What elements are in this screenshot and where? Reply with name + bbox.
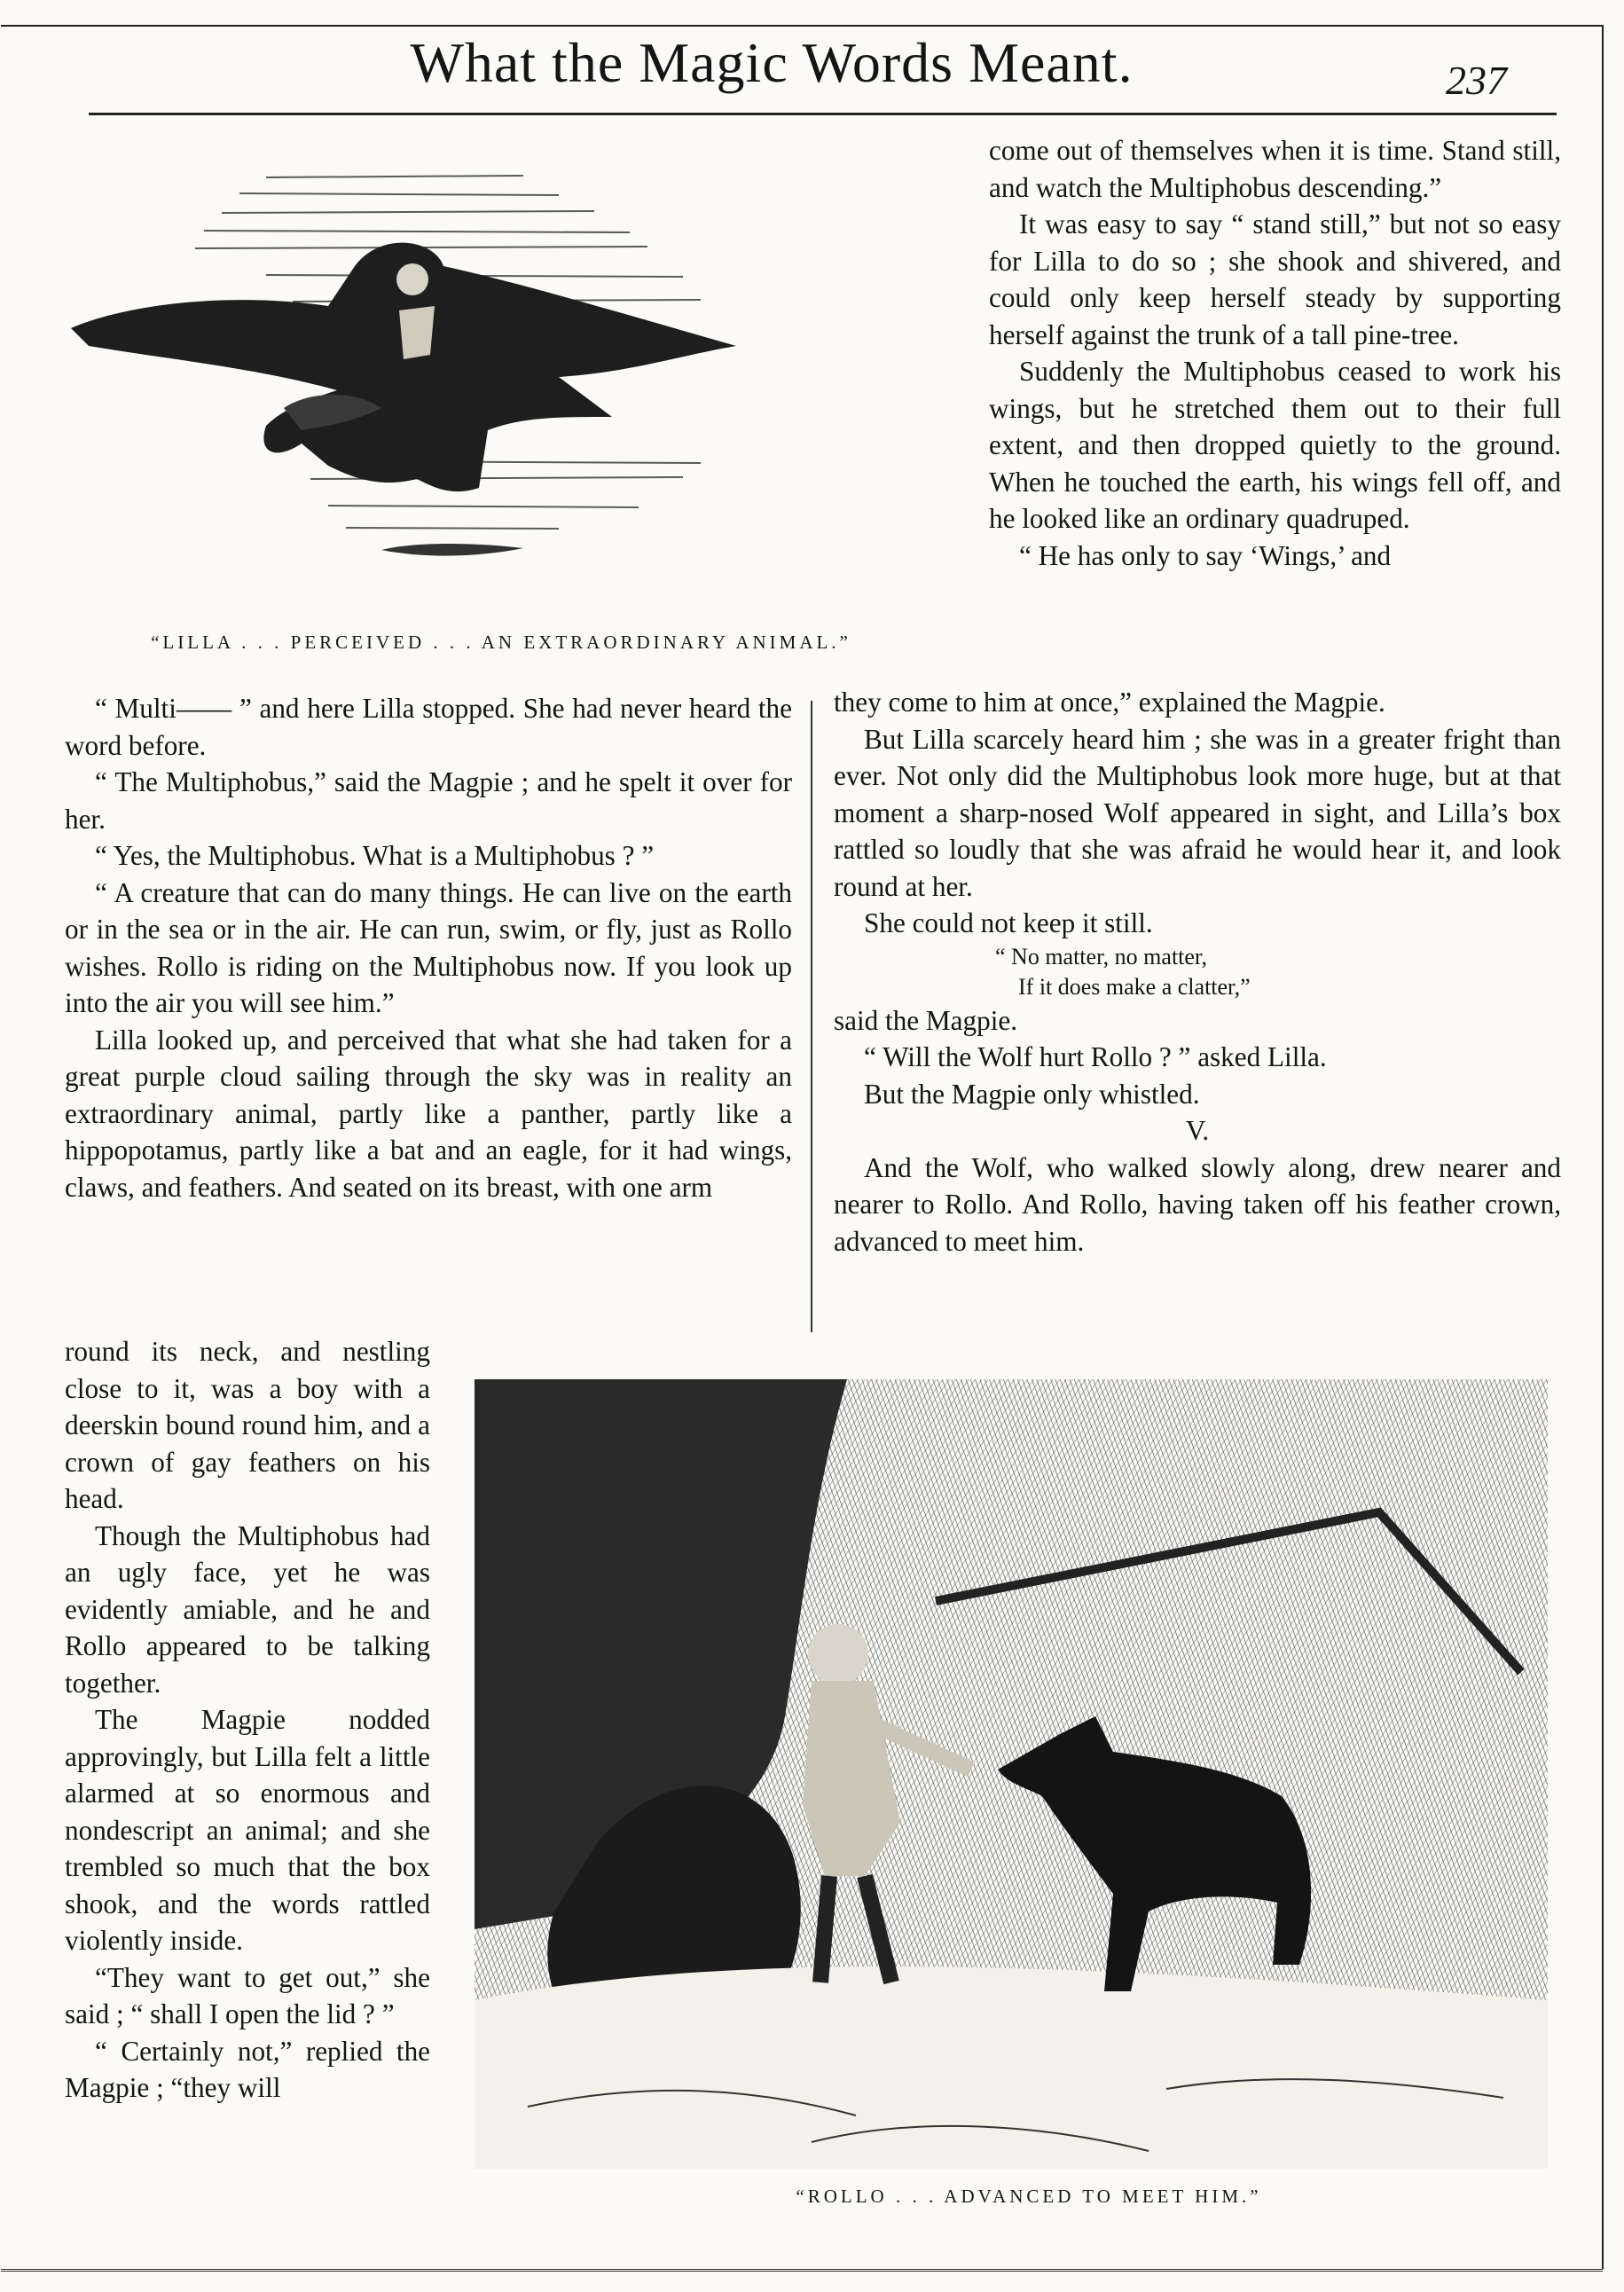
paragraph: they come to him at once,” explained the Magpie.: [834, 687, 1385, 718]
paragraph: But Lilla scarcely heard him ; she was in a greater fright than ever. Not only did the Multiphobus look more huge, but at that moment a sharp-nosed Wolf appeared in sight, and Lilla’s box rattled so loudly that she was afraid he would hear it, and look round at her.: [834, 723, 1561, 902]
paragraph: It was easy to say “ stand still,” but not so easy for Lilla to do so ; she shook and shivered, and could only keep herself steady by supporting herself against the trunk of a tall pine-tree.: [989, 208, 1561, 350]
paragraph: “They want to get out,” she said ; “ shall I open the lid ? ”: [65, 1961, 430, 2029]
paragraph: Lilla looked up, and perceived that what she had taken for a great purple cloud sailing through the sky was in reality an extraordinary animal, partly like a panther, partly like a hippopotamus, partly like a bat and an eagle, for it had wings, claws, and feathers. And seated on its breast, with one arm: [65, 1024, 792, 1203]
paragraph: “ The Multiphobus,” said the Magpie ; and he spelt it over for her.: [65, 766, 792, 835]
page-frame-bottom: [1, 2269, 1603, 2272]
page-number: 237: [1446, 58, 1507, 103]
column-left-narrow: [65, 1333, 430, 2107]
verse-line: If it does make a clatter,”: [1018, 973, 1251, 1000]
illustration-flying-creature: [62, 124, 834, 621]
paragraph: “ Will the Wolf hurt Rollo ? ” asked Lilla.: [864, 1041, 1327, 1072]
paragraph: “ A creature that can do many things. He can live on the earth or in the sea or in the air. He can run, swim, or fly, just as Rollo wishes. Rollo is riding on the Multiphobus now. If you look up into the air you will see him.”: [65, 876, 792, 1018]
verse-line: “ No matter, no matter,: [995, 943, 1208, 969]
paragraph: Suddenly the Multiphobus ceased to work his wings, but he stretched them out to their full extent, and then dropped quietly to the ground. When he touched the earth, his wings fell off, and he looked like an ordinary quadruped.: [989, 356, 1561, 534]
column-rule: [811, 701, 812, 1332]
paragraph: And the Wolf, who walked slowly along, drew nearer and nearer to Rollo. And Rollo, having taken off his feather crown, advanced to meet him.: [834, 1151, 1561, 1257]
paragraph: “ He has only to say ‘Wings,’ and: [1019, 539, 1392, 571]
header-rule: [89, 113, 1557, 115]
paragraph: said the Magpie.: [834, 1004, 1017, 1036]
paragraph: “ Certainly not,” replied the Magpie ; “they will: [65, 2035, 430, 2103]
section-number: V.: [1185, 1115, 1210, 1146]
paragraph: come out of themselves when it is time. Stand still, and watch the Multiphobus descending.”: [989, 135, 1561, 203]
paragraph: The Magpie nodded approvingly, but Lilla felt a little alarmed at so enormous and nondescript an animal; and she trembled so much that the box shook, and the words rattled violently inside.: [65, 1704, 430, 1956]
caption-bottom: “ROLLO . . . ADVANCED TO MEET HIM.”: [796, 2186, 1262, 2207]
paragraph: “ Multi—— ” and here Lilla stopped. She had never heard the word before.: [65, 693, 792, 761]
paragraph: Though the Multiphobus had an ugly face, yet he was evidently amiable, and he and Rollo appeared to be talking together.: [65, 1519, 430, 1699]
page-frame-right: [1602, 25, 1604, 2269]
caption-top: “LILLA . . . PERCEIVED . . . AN EXTRAORDINARY ANIMAL.”: [151, 632, 851, 653]
paragraph: She could not keep it still.: [864, 907, 1153, 938]
illustration-rollo-and-wolf: [475, 1379, 1548, 2169]
running-title: What the Magic Words Meant.: [410, 31, 1134, 94]
verse: [834, 942, 1561, 1002]
page-frame-top: [1, 25, 1603, 27]
paragraph: But the Magpie only whistled.: [864, 1078, 1200, 1110]
column-left-top: [65, 690, 792, 1205]
column-right-mid: [834, 684, 1561, 1260]
paragraph: “ Yes, the Multiphobus. What is a Multiphobus ? ”: [95, 840, 655, 871]
column-right-top: [989, 132, 1561, 574]
paragraph: round its neck, and nestling close to it, was a boy with a deerskin bound round him, and a crown of gay feathers on his head.: [65, 1336, 430, 1514]
